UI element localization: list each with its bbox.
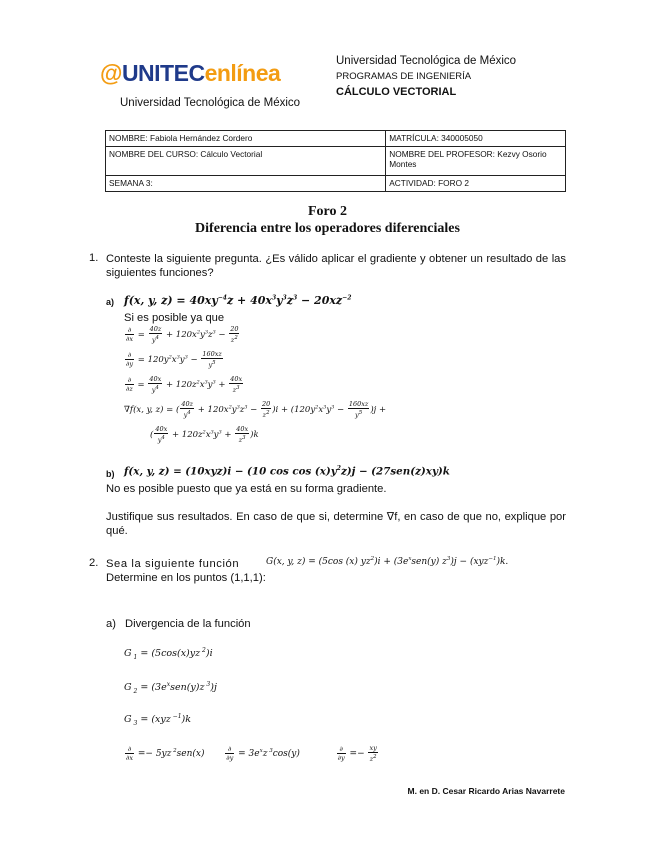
course-name: NOMBRE DEL CURSO: Cálculo Vectorial — [106, 147, 386, 176]
g2-component: G $_2 = (3e^xsen(y)z$ $^3$)j — [124, 681, 217, 696]
partial-z: $\frac{\partial}{\partial z}$ = $\frac{40x}{y^4}$ + $120z^2x^3y^3$ + $\frac{40x}{z^3}$ — [126, 375, 243, 395]
q1-text: Conteste la siguiente pregunta. ¿Es válido aplicar el gradiente y obtener un resultado de las siguientes funciones? — [106, 253, 566, 279]
logo-unitec: UNITEC — [121, 60, 205, 86]
university-name: Universidad Tecnológica de México — [336, 55, 517, 67]
g3-component: G $_3$ = (xyz $^{-1}$)k — [124, 713, 191, 728]
professor-name: NOMBRE DEL PROFESOR: Kezvy Osorio Montes — [386, 147, 566, 176]
q1-a-label: a) — [106, 297, 115, 307]
q2-text-post: Determine en los puntos (1,1,1): — [106, 572, 266, 584]
page-subtitle: Diferencia entre los operadores diferenciales — [195, 221, 460, 236]
student-name: NOMBRE: Fabiola Hernández Cordero — [106, 131, 386, 147]
student-info-table — [105, 130, 566, 192]
q1-a-function: f(x, y, $z) = 40xy^{-4}z + 40x^3y^3z^3 - 20xz^{-2}$ — [124, 294, 352, 307]
logo-subtitle: Universidad Tecnológica de México — [120, 97, 301, 109]
gradient-line-1: ∇f(x, y, z) = ( $\frac{40z}{y^4}$ + $120x^2y^3z^3$ − $\frac{20}{z^2}$ )$i + (120y^2x^3y^3$ − $\frac{160xz}{y^5}$ )j + — [124, 400, 387, 420]
q2-text-pre: Sea la siguiente función — [106, 558, 240, 570]
divergence-partials: $\frac{\partial}{\partial x}$ =− 5yz $^2$sen(x) $\frac{\partial}{\partial y}$ = $3e^xz$ $^3$cos(y) $\frac{\partial}{\partial y}$ =− $\frac{xy}{z^2}$ — [126, 744, 377, 764]
q2-a-label: a) — [106, 618, 116, 630]
activity-label: ACTIVIDAD: FORO 2 — [386, 176, 566, 192]
logo-at: @ — [100, 60, 122, 86]
q1-justify: Justifique sus resultados. En caso de que si, determine ∇f, en caso de que no, explique por qué. — [106, 511, 566, 537]
q1-b-answer: No es posible puesto que ya está en su forma gradiente. — [106, 483, 387, 495]
course-title: CÁLCULO VECTORIAL — [336, 86, 457, 98]
logo-enlinea: enlínea — [204, 60, 281, 86]
q2-function: G(x, y, z) = (5cos (x) $yz^2)i + (3e^xsen(y) z^3)j - (xyz^{-1})k$. — [266, 556, 509, 567]
programs-label: PROGRAMAS DE INGENIERÍA — [336, 71, 472, 82]
q1-number: 1. — [89, 252, 99, 264]
partial-x: $\frac{\partial}{\partial x}$ = $\frac{40z}{y^4}$ + $120x^2y^3z^3$ − $\frac{20}{z^2}$ — [126, 325, 239, 345]
q2-a-text: Divergencia de la función — [125, 618, 251, 630]
g1-component: G $_1$ = (5cos(x)yz $^2$)i — [124, 647, 213, 662]
matricula: MATRÍCULA: 340005050 — [386, 131, 566, 147]
page-title: Foro 2 — [307, 204, 347, 219]
partial-y: $\frac{\partial}{\partial y}$ = $120y^2x^3y^3$ − $\frac{160xz}{y^5}$ — [126, 350, 222, 370]
q2-number: 2. — [89, 557, 99, 569]
footer-author: M. en D. Cesar Ricardo Arias Navarrete — [407, 786, 565, 796]
unitec-logo — [100, 60, 280, 87]
week-label: SEMANA 3: — [106, 176, 386, 192]
q1-b-label: b) — [106, 469, 115, 479]
gradient-line-2: ( $\frac{40x}{y^4}$ + $120z^2x^3y^3$ + $\frac{40x}{z^3}$ )k — [150, 425, 259, 445]
q1-a-answer: Si es posible ya que — [124, 312, 225, 324]
q1-b-function: f(x, y, z) = (10xyz)i − (10 $\cos \cos (x)y^2z)j - (27sen(z)xy)k$ — [124, 465, 450, 478]
